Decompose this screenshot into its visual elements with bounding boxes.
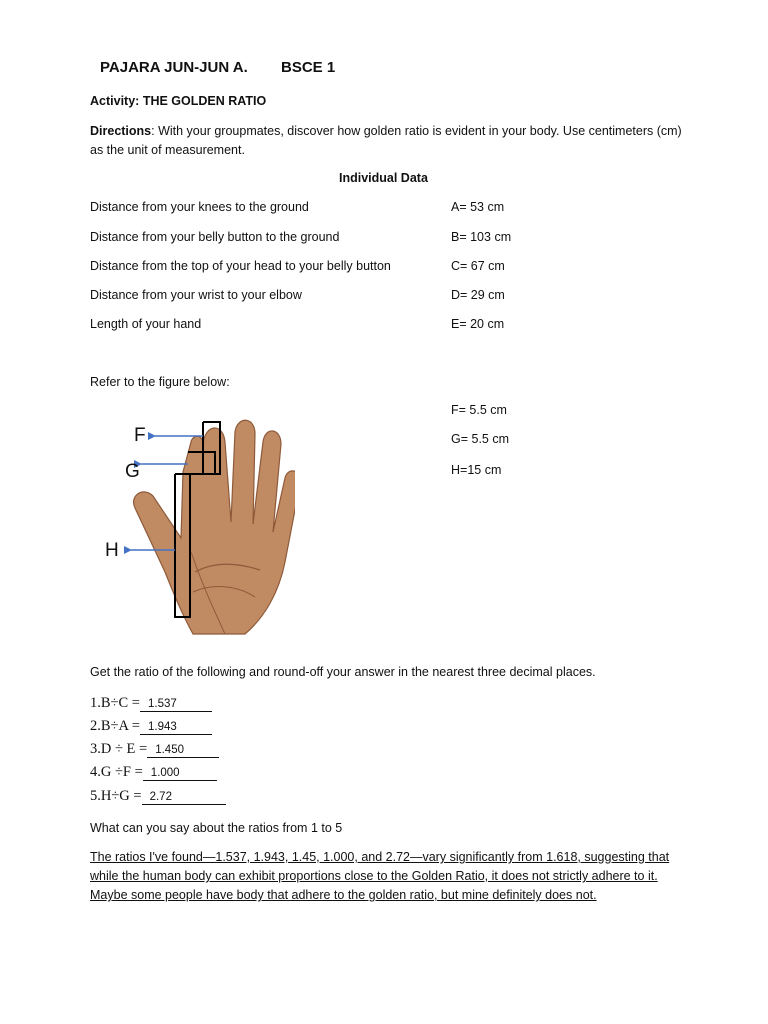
hand-figure bbox=[95, 412, 295, 637]
label-f: F bbox=[134, 425, 146, 446]
ratio-answer: 1.537 bbox=[140, 698, 212, 712]
ratio-item bbox=[90, 764, 217, 781]
measurement-value: B= 103 cm bbox=[451, 230, 512, 244]
measurement-label: Distance from your belly button to the ground bbox=[90, 230, 340, 244]
ratio-item bbox=[90, 741, 219, 758]
measurement-label: Length of your hand bbox=[90, 317, 202, 331]
measurement-value: E= 20 cm bbox=[451, 317, 505, 331]
ratio-item bbox=[90, 718, 212, 735]
figure-intro: Refer to the figure below: bbox=[90, 375, 230, 389]
ratio-expression: 2.B÷A = bbox=[90, 718, 140, 734]
measurement-value: D= 29 cm bbox=[451, 288, 505, 302]
section-title: Individual Data bbox=[339, 171, 428, 185]
ratio-expression: 3.D ÷ E = bbox=[90, 741, 148, 757]
ratio-expression: 4.G ÷F = bbox=[90, 764, 143, 780]
ratio-answer: 2.72 bbox=[142, 791, 226, 805]
activity-title: THE GOLDEN RATIO bbox=[142, 94, 267, 108]
ratio-item bbox=[90, 788, 226, 805]
student-name: PAJARA JUN-JUN A. bbox=[100, 59, 248, 76]
measurement-value: C= 67 cm bbox=[451, 259, 505, 273]
figure-value-h: H=15 cm bbox=[451, 463, 502, 477]
measurement-label: Distance from the top of your head to your belly button bbox=[90, 259, 391, 273]
ratio-answer: 1.450 bbox=[147, 744, 219, 758]
directions-label: Directions bbox=[90, 124, 152, 138]
label-h: H bbox=[105, 540, 119, 561]
measurement-value: A= 53 cm bbox=[451, 200, 505, 214]
figure-value-f: F= 5.5 cm bbox=[451, 403, 507, 417]
directions-paragraph bbox=[90, 122, 690, 160]
hand-diagram bbox=[95, 412, 295, 637]
directions-text: : With your groupmates, discover how golden ratio is evident in your body. Use centimeters (cm) as the unit of measurement. bbox=[90, 124, 682, 157]
measurement-label: Distance from your wrist to your elbow bbox=[90, 288, 302, 302]
ratio-expression: 5.H÷G = bbox=[90, 788, 142, 804]
ratio-instruction: Get the ratio of the following and round-off your answer in the nearest three decimal places. bbox=[90, 665, 596, 679]
ratio-expression: 1.B÷C = bbox=[90, 695, 140, 711]
ratio-item bbox=[90, 695, 212, 712]
activity-line bbox=[90, 94, 266, 108]
ratio-answer: 1.000 bbox=[143, 767, 217, 781]
figure-value-g: G= 5.5 cm bbox=[451, 432, 510, 446]
course-label: BSCE 1 bbox=[281, 59, 336, 76]
question-text: What can you say about the ratios from 1 to 5 bbox=[90, 821, 343, 835]
activity-label: Activity: bbox=[90, 94, 140, 108]
answer-paragraph: The ratios I've found—1.537, 1.943, 1.45, 1.000, and 2.72—vary significantly from 1.618, suggesting that while the human body can exhibit proportions close to the Golden Ratio, it does not strictly adhere to it. Maybe some people have body that adhere to the golden ratio, but mine definitely does not. bbox=[90, 850, 670, 902]
label-g: G bbox=[125, 461, 140, 482]
measurement-label: Distance from your knees to the ground bbox=[90, 200, 309, 214]
ratio-answer: 1.943 bbox=[140, 721, 212, 735]
